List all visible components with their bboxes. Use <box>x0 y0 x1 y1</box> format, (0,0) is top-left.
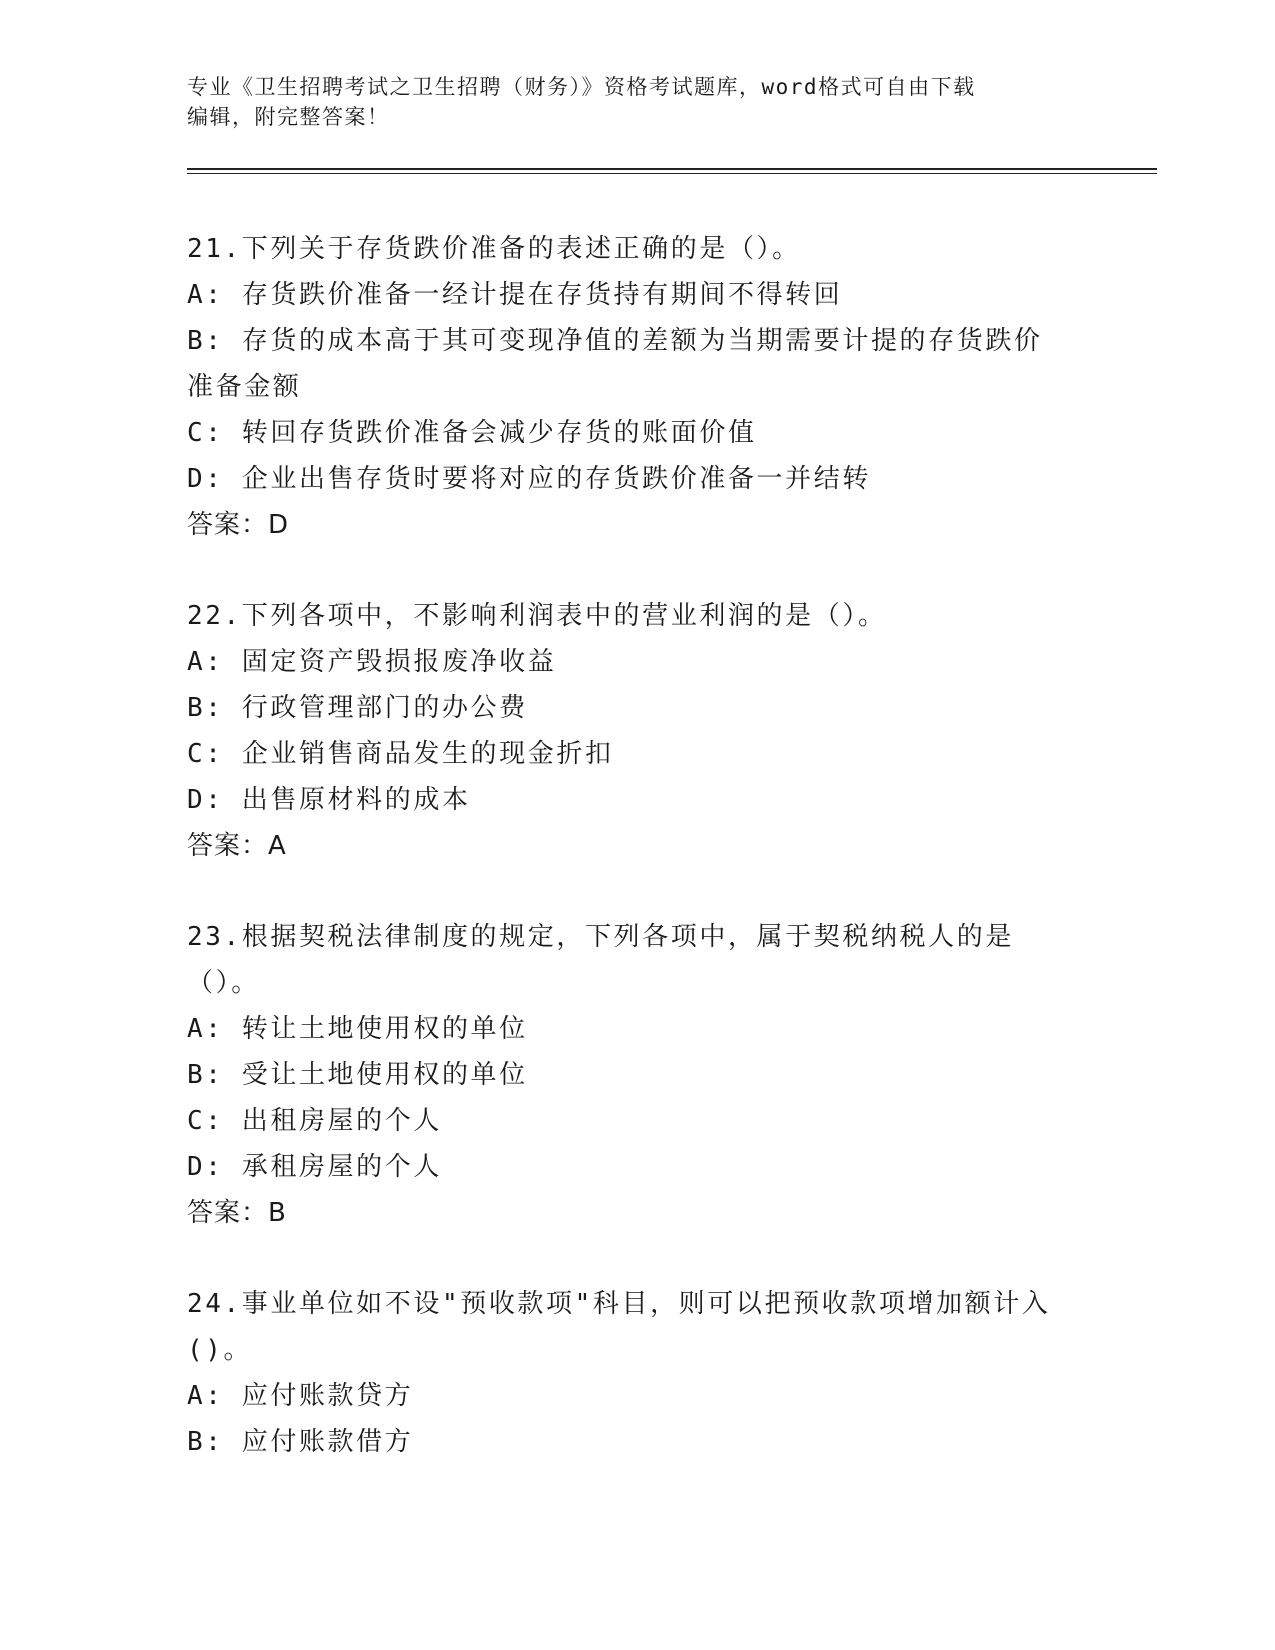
question-stem: 24.事业单位如不设"预收款项"科目，则可以把预收款项增加额计入()。 <box>187 1289 1051 1365</box>
question-stem: 23.根据契税法律制度的规定，下列各项中，属于契税纳税人的是（）。 <box>187 922 1014 998</box>
header-line-2: 编辑，附完整答案！ <box>187 105 390 129</box>
question-23 <box>187 914 1067 1236</box>
option-d: D: 出售原材料的成本 <box>187 785 471 815</box>
header-line-1: 专业《卫生招聘考试之卫生招聘（财务）》资格考试题库，word格式可自由下载 <box>187 75 976 99</box>
question-stem: 21.下列关于存货跌价准备的表述正确的是（）。 <box>187 234 801 264</box>
option-b: B: 应付账款借方 <box>187 1427 414 1457</box>
answer: 答案：D <box>187 510 290 540</box>
option-b: B: 受让土地使用权的单位 <box>187 1060 528 1090</box>
option-d: D: 企业出售存货时要将对应的存货跌价准备一并结转 <box>187 464 871 494</box>
header-divider <box>187 168 1157 174</box>
option-a: A: 应付账款贷方 <box>187 1381 414 1411</box>
option-c: C: 转回存货跌价准备会减少存货的账面价值 <box>187 418 757 448</box>
question-21 <box>187 226 1067 548</box>
option-a: A: 固定资产毁损报废净收益 <box>187 647 557 677</box>
question-22 <box>187 593 1067 869</box>
document-page <box>187 72 1067 1510</box>
option-a: A: 存货跌价准备一经计提在存货持有期间不得转回 <box>187 280 843 310</box>
option-b: B: 行政管理部门的办公费 <box>187 693 528 723</box>
option-c: C: 企业销售商品发生的现金折扣 <box>187 739 614 769</box>
option-a: A: 转让土地使用权的单位 <box>187 1014 528 1044</box>
option-c: C: 出租房屋的个人 <box>187 1106 442 1136</box>
question-24 <box>187 1281 1067 1465</box>
question-list <box>187 226 1067 1465</box>
document-header <box>187 72 1067 132</box>
option-b: B: 存货的成本高于其可变现净值的差额为当期需要计提的存货跌价准备金额 <box>187 326 1043 402</box>
option-d: D: 承租房屋的个人 <box>187 1152 442 1182</box>
question-stem: 22.下列各项中，不影响利润表中的营业利润的是（）。 <box>187 601 887 631</box>
answer: 答案：B <box>187 1198 287 1228</box>
answer: 答案：A <box>187 831 287 861</box>
